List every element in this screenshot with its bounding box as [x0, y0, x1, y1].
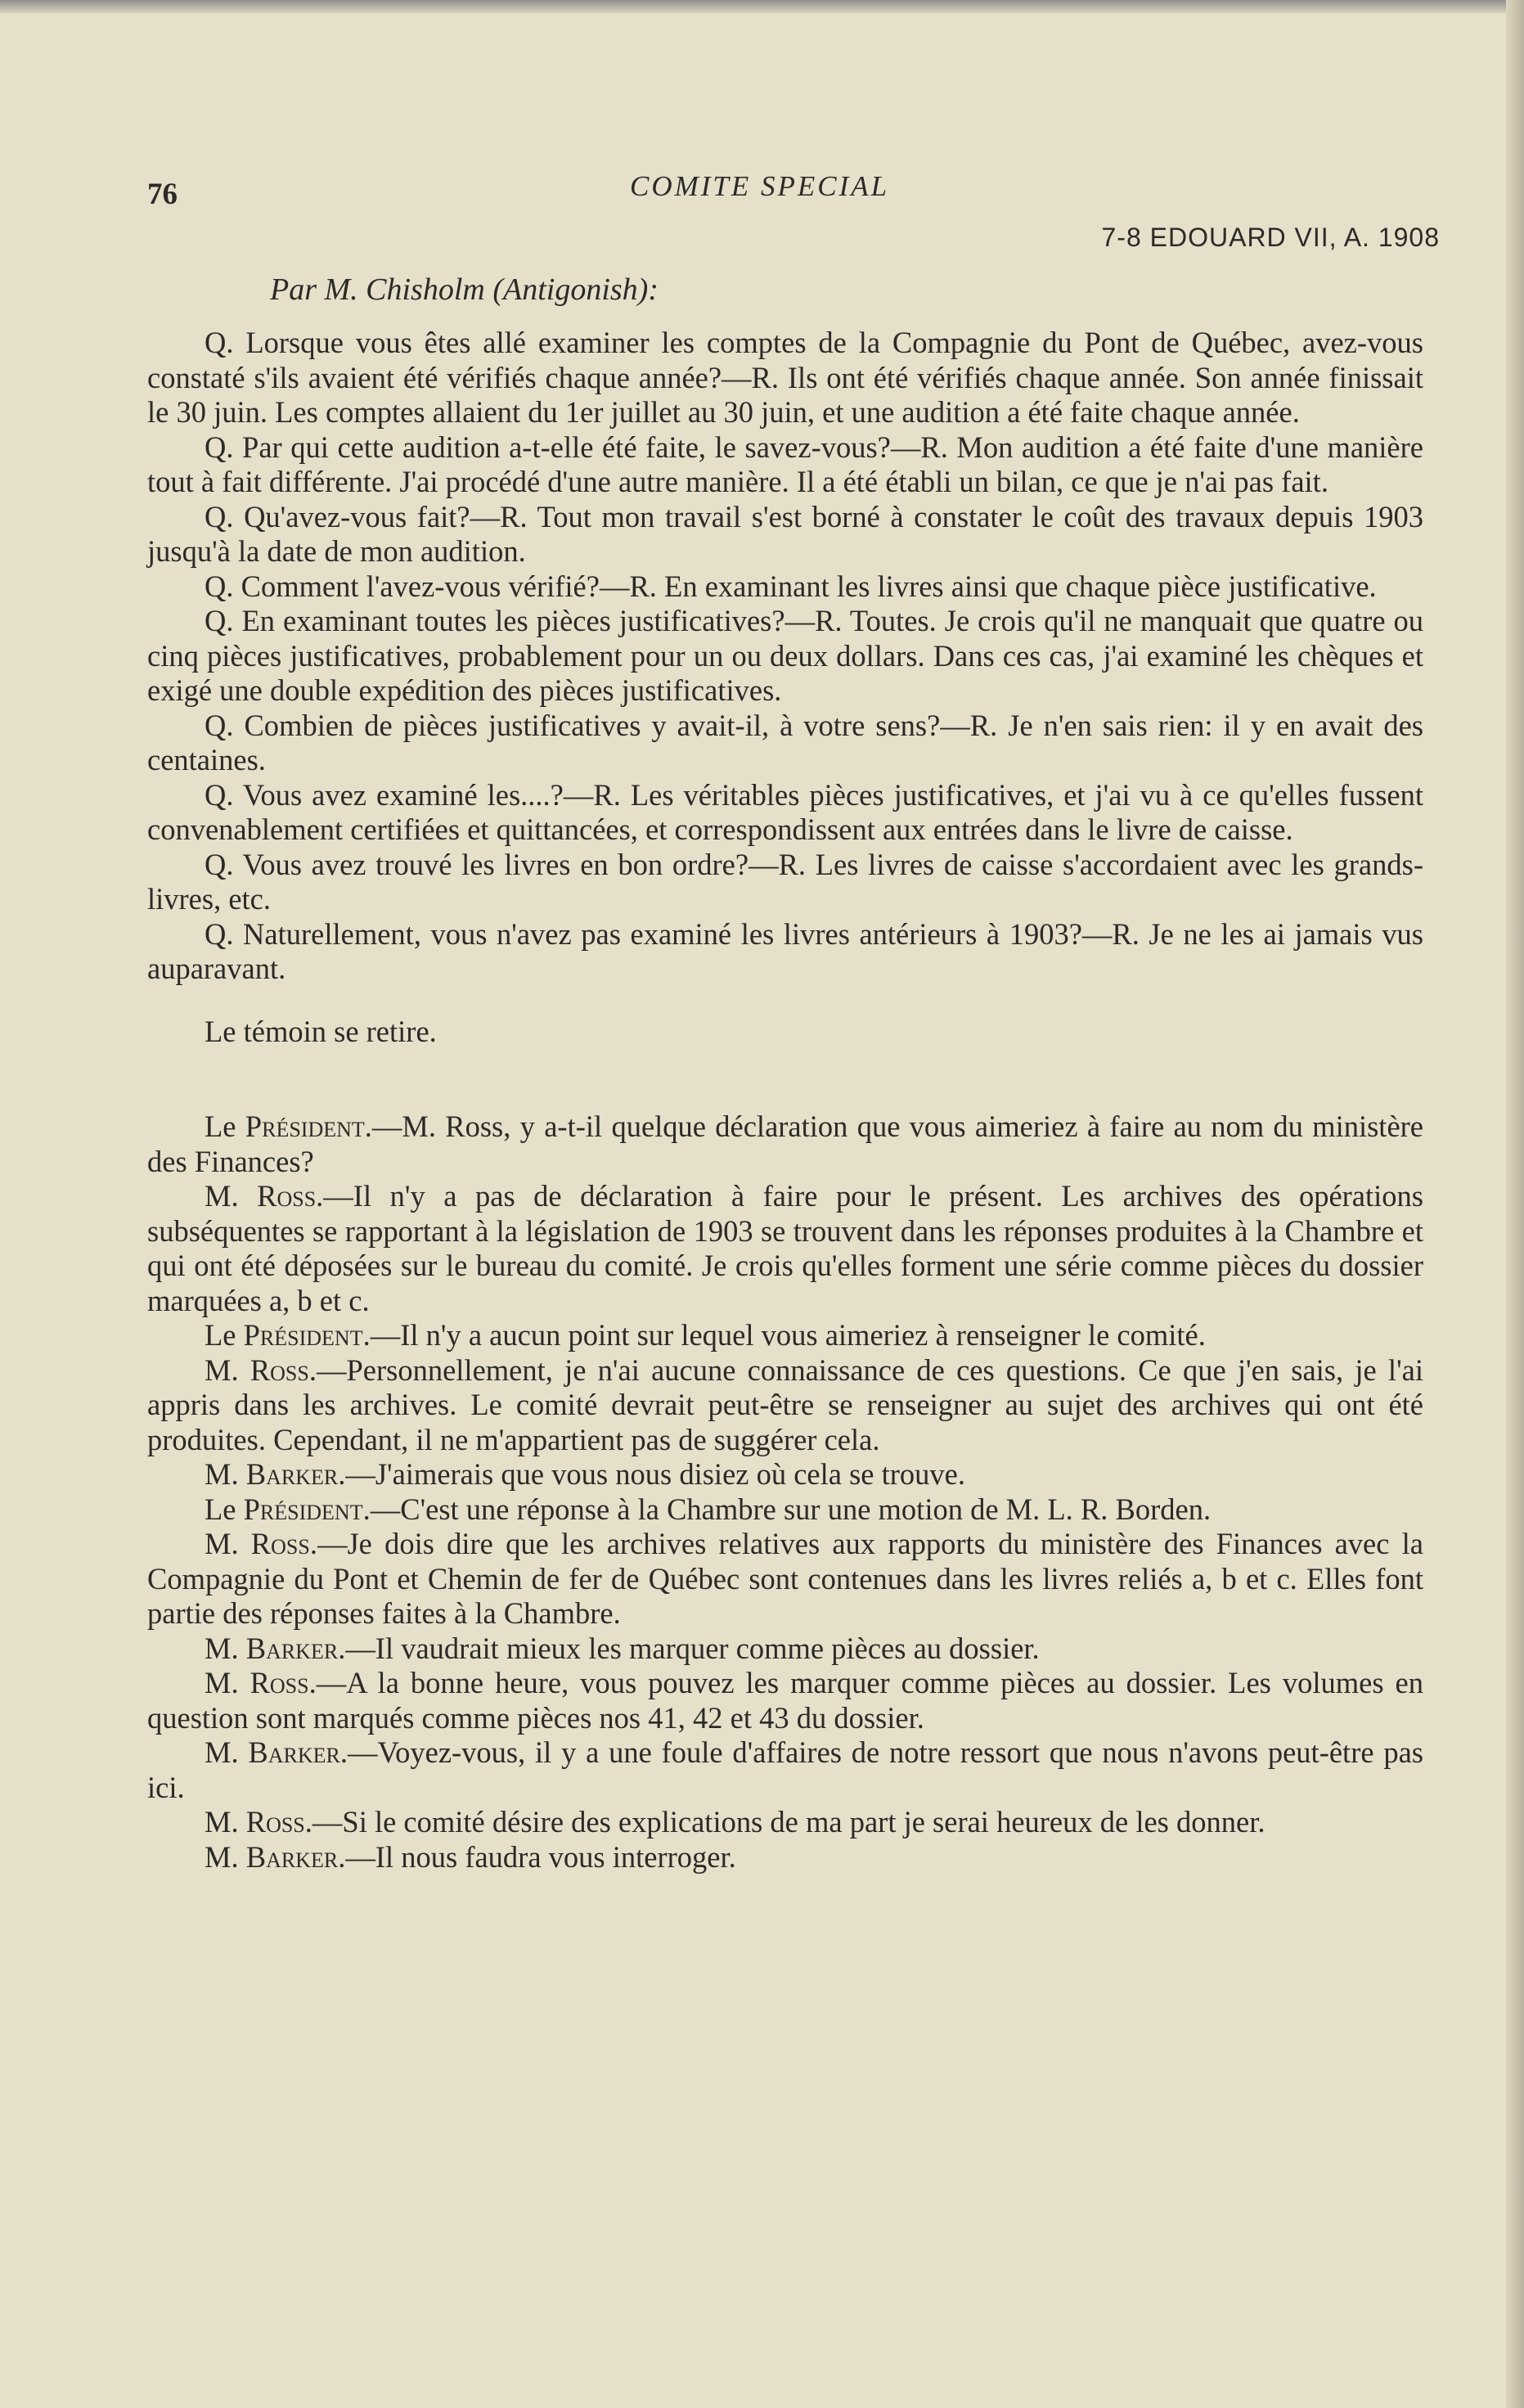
qa-paragraph: Q. Comment l'avez-vous vérifié?—R. En examinant les livres ainsi que chaque pièce justificative. [205, 569, 1377, 603]
speaker-name: Président [245, 1109, 365, 1143]
speaker-prefix: M. [205, 1179, 258, 1213]
running-title: COMITE SPECIAL [630, 170, 890, 202]
speaker-name: Ross [250, 1527, 310, 1560]
dialogue-paragraph [147, 1109, 1423, 1179]
speaker-name: Ross [250, 1353, 309, 1387]
qa-paragraph: Q. En examinant toutes les pièces justificatives?—R. Toutes. Je crois qu'il ne manquait que quatre ou cinq pièces justificatives, probablement pour un ou deux dollars. Dans ces cas, j'ai examiné les chèques et exigé une double expédition des pièces justificatives. [147, 604, 1423, 707]
witness-retires-note: Le témoin se retire. [205, 1014, 437, 1048]
speaker-name: Ross [245, 1805, 305, 1839]
dialogue-text: .—J'aimerais que vous nous disiez où cela se trouve. [338, 1457, 965, 1491]
dialogue-paragraph [147, 1179, 1423, 1318]
question-answer-block [147, 326, 1423, 987]
dialogue-text: .—Il vaudrait mieux les marquer comme pièces au dossier. [338, 1631, 1040, 1665]
speaker-prefix: Le [205, 1109, 245, 1143]
speaker-name: Barker [245, 1631, 339, 1665]
dialogue-paragraph [147, 1805, 1423, 1840]
speaker-name: Président [243, 1318, 363, 1352]
dialogue-text: .—C'est une réponse à la Chambre sur une motion de M. L. R. Borden. [362, 1492, 1212, 1526]
speaker-prefix: M. [205, 1457, 246, 1491]
dialogue-text: .—Il n'y a pas de déclaration à faire pour le présent. Les archives des opérations subséquentes se rapportant à la législation de 1903 se trouvent dans les réponses produites à la Chambre et qui ont été déposées sur le bureau du comité. Je crois qu'elles forment une série comme pièces du dossier marquées a, b et c. [147, 1179, 1423, 1317]
dialogue-text: .—Il n'y a aucun point sur lequel vous aimeriez à renseigner le comité. [362, 1318, 1206, 1352]
speaker-name: Président [243, 1492, 363, 1526]
speaker-prefix: M. [205, 1527, 251, 1560]
dialogue-text: .—Personnellement, je n'ai aucune connaissance de ces questions. Ce que j'en sais, je l'ai appris dans les archives. Le comité devrait peut-être se renseigner au sujet des archives qui ont été produites. Cependant, il ne m'appartient pas de suggérer cela. [147, 1353, 1423, 1456]
dialogue-text: .—Il nous faudra vous interroger. [338, 1839, 736, 1874]
speaker-prefix: M. [205, 1353, 250, 1387]
qa-paragraph: Q. Lorsque vous êtes allé examiner les comptes de la Compagnie du Pont de Québec, avez-vous constaté s'ils avaient été vérifiés chaque année?—R. Ils ont été vérifiés chaque année. Son année finissait le 30 juin. Les comptes allaient du 1er juillet au 30 juin, et une audition a été faite chaque année. [147, 326, 1423, 429]
dialogue-paragraph [147, 1457, 1423, 1492]
dialogue-paragraph [147, 1666, 1423, 1735]
qa-paragraph: Q. Par qui cette audition a-t-elle été faite, le savez-vous?—R. Mon audition a été faite d'une manière tout à fait différente. J'ai procédé d'une autre manière. Il a été établi un bilan, ce que je n'ai pas fait. [147, 430, 1423, 498]
speaker-prefix: M. [205, 1735, 249, 1769]
dialogue-paragraph [147, 1318, 1423, 1353]
page-number: 76 [147, 178, 178, 211]
dialogue-paragraph [147, 1527, 1423, 1632]
dialogue-text: .—A la bonne heure, vous pouvez les marquer comme pièces au dossier. Les volumes en question sont marqués comme pièces nos 41, 42 et 43 du dossier. [147, 1666, 1423, 1735]
speaker-name: Barker [248, 1735, 340, 1769]
speaker-prefix: M. [205, 1839, 246, 1874]
dialogue-text: .—Je dois dire que les archives relatives aux rapports du ministère des Finances avec la Compagnie du Pont et Chemin de fer de Québec sont contenues dans les livres reliés a, b et c. Elles font partie des réponses faites à la Chambre. [147, 1527, 1423, 1630]
page-top-edge [0, 0, 1524, 13]
volume-info: 7-8 EDOUARD VII, A. 1908 [1101, 223, 1440, 252]
speaker-name: Ross [250, 1666, 309, 1699]
qa-paragraph: Q. Naturellement, vous n'avez pas examiné les livres antérieurs à 1903?—R. Je ne les ai jamais vus auparavant. [147, 916, 1423, 985]
dialogue-text: .—Si le comité désire des explications de ma part je serai heureux de les donner. [304, 1805, 1266, 1839]
section-heading: Par M. Chisholm (Antigonish): [270, 272, 659, 307]
spacer [147, 1049, 1423, 1109]
dialogue-paragraph [147, 1492, 1423, 1528]
speaker-prefix: Le [205, 1492, 244, 1526]
dialogue-block [147, 1109, 1423, 1875]
dialogue-text: .—M. Ross, y a-t-il quelque déclaration que vous aimeriez à faire au nom du ministère des Finances? [147, 1109, 1424, 1178]
speaker-prefix: M. [205, 1805, 246, 1839]
speaker-name: Ross [257, 1179, 317, 1213]
page-binding-edge [1506, 0, 1524, 2408]
speaker-name: Barker [245, 1839, 339, 1874]
qa-paragraph: Q. Vous avez trouvé les livres en bon ordre?—R. Les livres de caisse s'accordaient avec les grands-livres, etc. [147, 847, 1423, 916]
speaker-prefix: Le [205, 1318, 244, 1352]
speaker-name: Barker [245, 1457, 339, 1491]
dialogue-paragraph [147, 1735, 1423, 1805]
page-header [147, 164, 1440, 254]
document-page [147, 164, 1440, 1875]
speaker-prefix: M. [205, 1631, 246, 1665]
qa-paragraph: Q. Qu'avez-vous fait?—R. Tout mon travail s'est borné à constater le coût des travaux depuis 1903 jusqu'à la date de mon audition. [147, 499, 1423, 568]
qa-paragraph: Q. Vous avez examiné les....?—R. Les véritables pièces justificatives, et j'ai vu à ce qu'elles fussent convenablement certifiées et quittancées, et correspondissent aux entrées dans le livre de caisse. [147, 777, 1423, 846]
speaker-prefix: M. [205, 1666, 250, 1699]
dialogue-paragraph [147, 1353, 1423, 1458]
qa-paragraph: Q. Combien de pièces justificatives y avait-il, à votre sens?—R. Je n'en sais rien: il y en avait des centaines. [147, 708, 1423, 776]
dialogue-text: .—Voyez-vous, il y a une foule d'affaires de notre ressort que nous n'avons peut-être pas ici. [147, 1735, 1423, 1804]
dialogue-paragraph [147, 1840, 1423, 1875]
dialogue-paragraph [147, 1632, 1423, 1667]
spacer [147, 987, 1423, 1015]
